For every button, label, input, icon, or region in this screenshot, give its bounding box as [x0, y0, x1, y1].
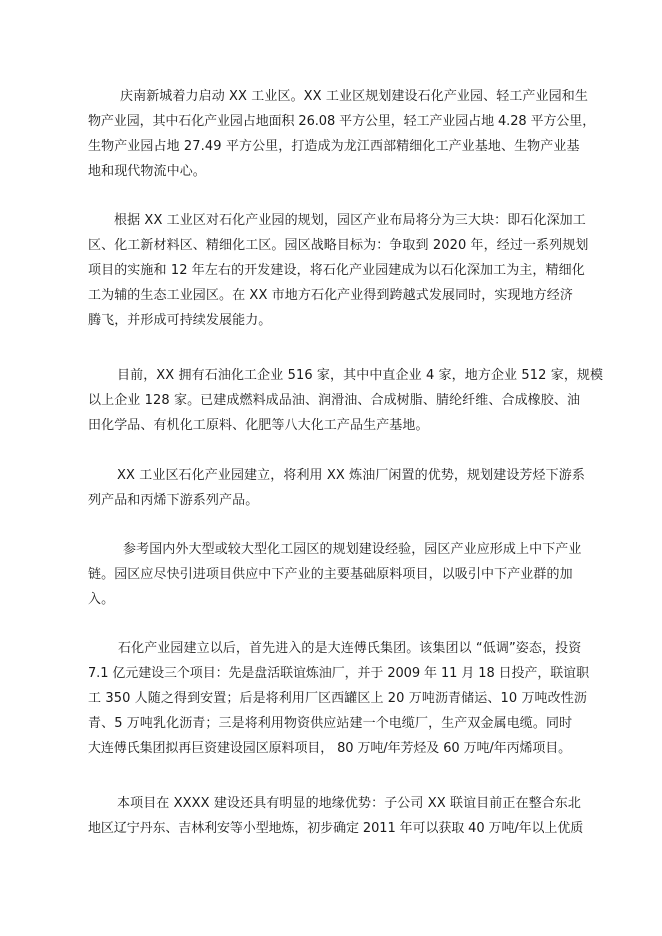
text-line: 大连傅氏集团拟再巨资建设园区原料项目， 80 万吨/年芳烃及 60 万吨/年丙烯项目。: [88, 741, 572, 756]
text-line: 石化产业园建立以后，首先进入的是大连傅氏集团。该集团以 “低调”姿态，投资: [118, 641, 582, 656]
paragraph-6: [88, 636, 608, 761]
text-line: 地和现代物流中心。: [88, 164, 206, 179]
paragraph-3: [88, 363, 608, 438]
paragraph-2: [88, 208, 608, 333]
text-line: 青、5 万吨乳化沥青；三是将利用物资供应站建一个电缆厂，生产双金属电缆。同时: [88, 716, 573, 731]
text-line: 根据 XX 工业区对石化产业园的规划，园区产业布局将分为三大块：即石化深加工: [114, 213, 586, 228]
text-line: 腾飞，并形成可持续发展能力。: [88, 313, 272, 328]
text-line: 参考国内外大型或较大型化工园区的规划建设经验，园区产业应形成上中下产业: [123, 542, 582, 557]
text-line: 7.1 亿元建设三个项目：先是盘活联谊炼油厂，并于 2009 年 11 月 18 日投产，联谊职: [88, 666, 589, 681]
text-line: 田化学品、有机化工原料、化肥等八大化工产品生产基地。: [88, 418, 429, 433]
text-line: 工 350 人随之得到安置；后是将利用厂区西罐区上 20 万吨沥青储运、10 万吨改性沥: [88, 691, 587, 706]
text-line: 目前，XX 拥有石油化工企业 516 家，其中中直企业 4 家，地方企业 512 家，规模: [117, 368, 604, 383]
text-line: 列产品和丙烯下游系列产品。: [88, 493, 259, 508]
text-line: 区、化工新材料区、精细化工区。园区战略目标为：争取到 2020 年，经过一系列规划: [88, 238, 589, 253]
paragraph-7: [88, 791, 608, 841]
paragraph-5: [88, 537, 608, 612]
paragraph-4: [88, 463, 608, 513]
text-line: 链。园区应尽快引进项目供应中下产业的主要基础原料项目，以吸引中下产业群的加: [88, 567, 573, 582]
text-line: 以上企业 128 家。已建成燃料成品油、润滑油、合成树脂、腈纶纤维、合成橡胶、油: [88, 393, 581, 408]
text-line: 物产业园，其中石化产业园占地面积 26.08 平方公里，轻工产业园占地 4.28 平方公里，: [88, 114, 596, 129]
text-line: 入。: [88, 592, 115, 607]
text-line: 项目的实施和 12 年左右的开发建设，将石化产业园建成为以石化深加工为主，精细化: [88, 263, 585, 278]
text-line: 生物产业园占地 27.49 平方公里，打造成为龙江西部精细化工产业基地、生物产业基: [88, 139, 580, 154]
text-line: 地区辽宁丹东、吉林利安等小型地炼，初步确定 2011 年可以获取 40 万吨/年以上优质: [88, 821, 584, 836]
text-line: 工为辅的生态工业园区。在 XX 市地方石化产业得到跨越式发展同时，实现地方经济: [88, 288, 573, 303]
text-line: XX 工业区石化产业园建立，将利用 XX 炼油厂闲置的优势，规划建设芳烃下游系: [117, 468, 585, 483]
paragraph-1: [88, 84, 608, 184]
text-line: 庆南新城着力启动 XX 工业区。XX 工业区规划建设石化产业园、轻工产业园和生: [120, 89, 588, 104]
text-line: 本项目在 XXXX 建设还具有明显的地缘优势：子公司 XX 联谊目前正在整合东北: [117, 796, 581, 811]
